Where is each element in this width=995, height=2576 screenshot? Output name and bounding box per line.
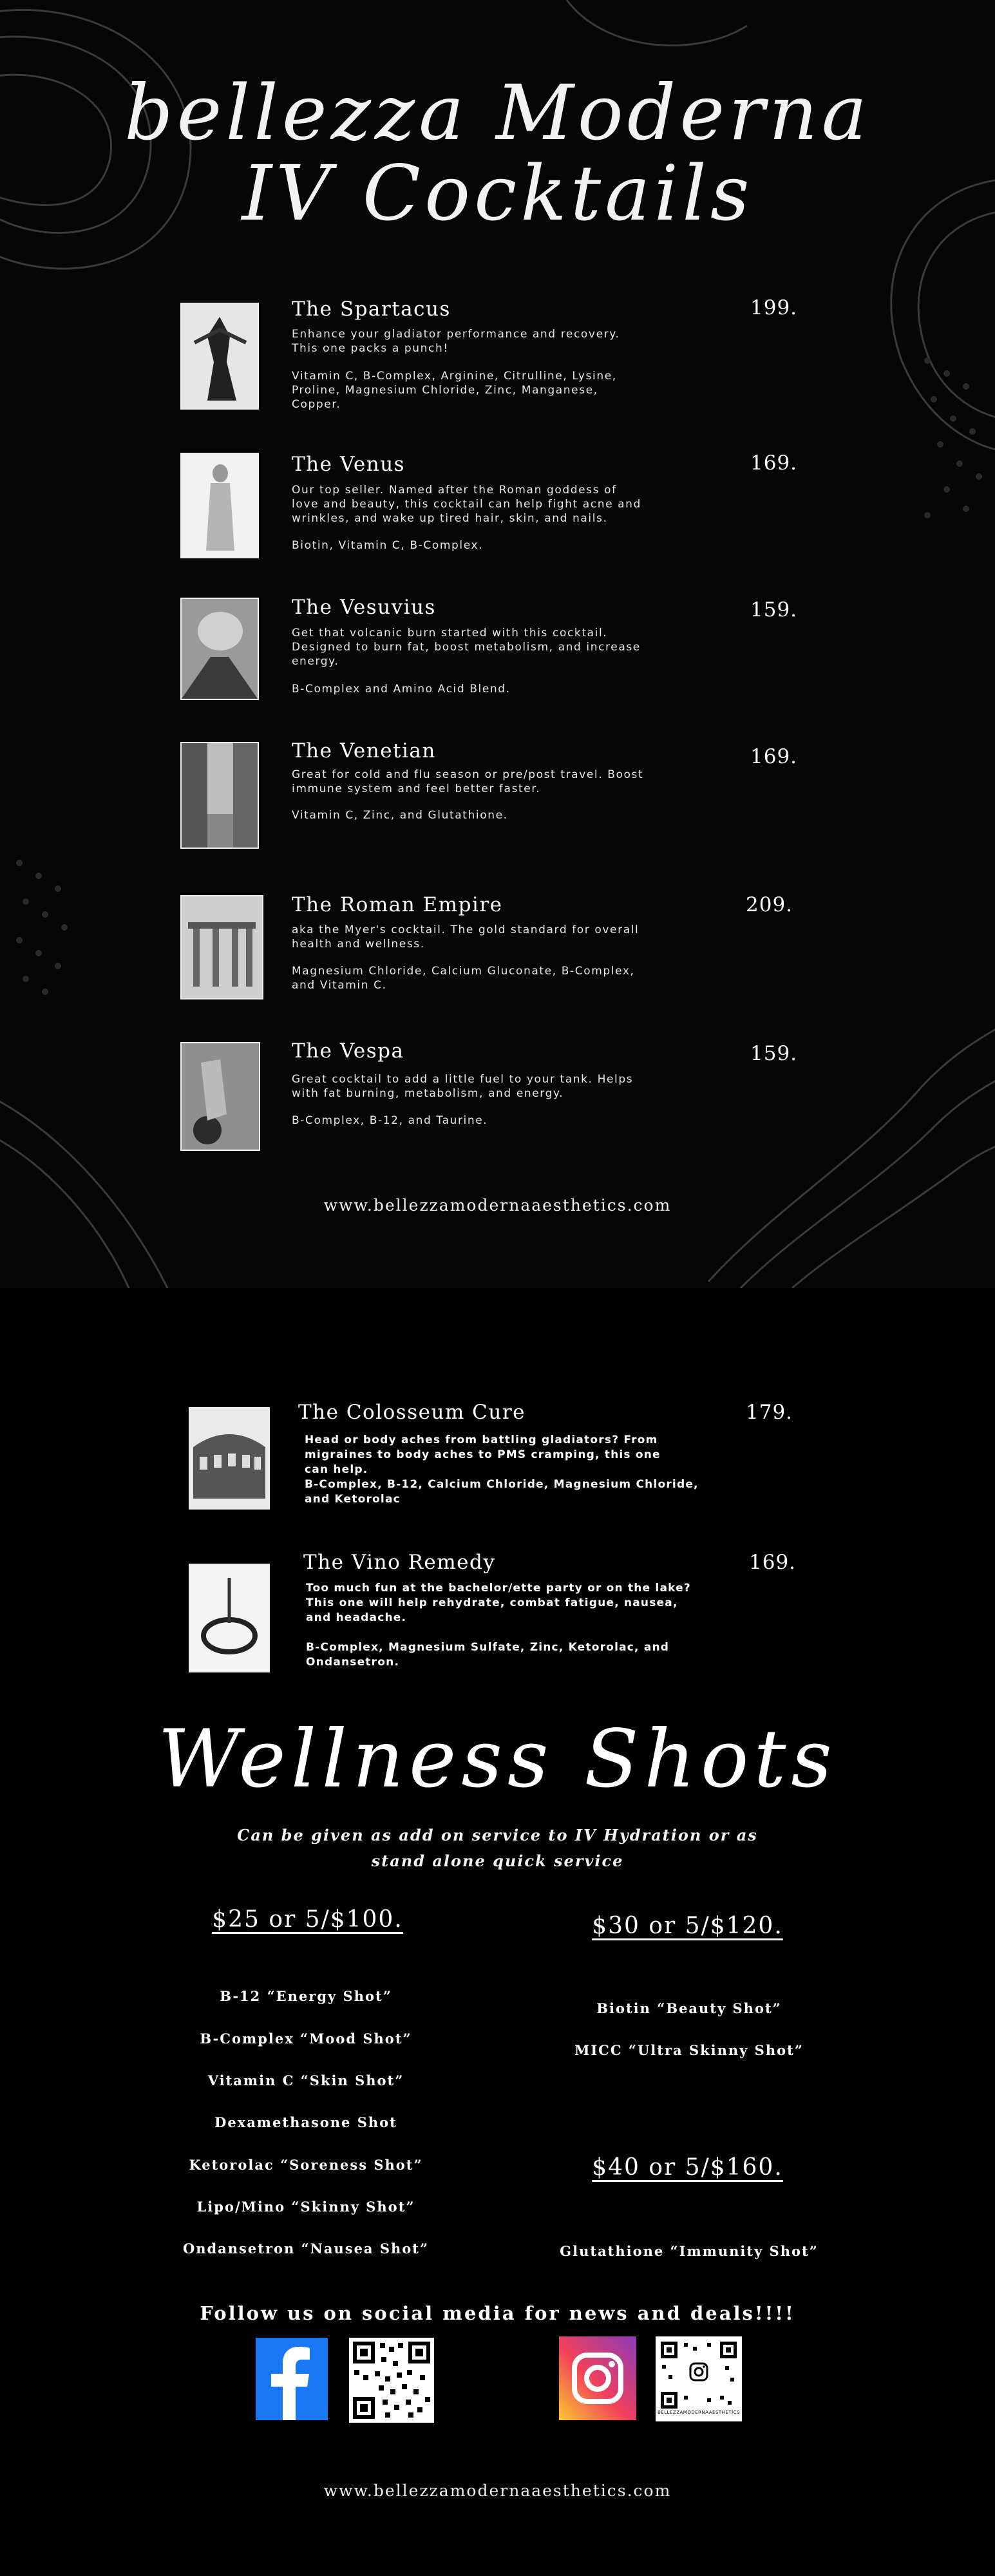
instagram-icon[interactable]: [559, 2336, 636, 2420]
shot-item: Ketorolac “Soreness Shot”: [189, 2157, 423, 2173]
cocktail-description: Get that volcanic burn started with this cocktail. Designed to burn fat, boost metabolism, and increase energy.: [292, 627, 641, 668]
cocktail-price: 199.: [750, 296, 798, 319]
shot-item: MICC “Ultra Skinny Shot”: [574, 2042, 804, 2058]
cocktail-description: aka the Myer's cocktail. The gold standard for overall health and wellness.: [292, 923, 640, 951]
remedy-price: 179.: [746, 1401, 793, 1424]
cocktail-name: The Venus: [292, 453, 406, 476]
roman-forum-photo: [180, 895, 263, 999]
gladiator-statue-photo: [180, 303, 259, 410]
cocktail-name: The Vesuvius: [292, 596, 436, 619]
facebook-icon[interactable]: [256, 2338, 328, 2420]
cocktail-name: The Spartacus: [292, 298, 451, 321]
cocktail-ingredients: B-Complex and Amino Acid Blend.: [292, 683, 511, 696]
remedies-and-shots-panel: [0, 1288, 995, 2576]
cocktail-name: The Vespa: [292, 1039, 404, 1063]
colosseum-photo: [189, 1407, 270, 1510]
tier2-price: $30 or 5/$120.: [592, 1913, 783, 1939]
tier3-price: $40 or 5/$160.: [592, 2154, 783, 2181]
facebook-qr-code[interactable]: [349, 2338, 434, 2423]
cocktail-ingredients: Vitamin C, B-Complex, Arginine, Citrulline, Lysine, Proline, Magnesium Chloride, Zinc, Manganese, Copper.: [292, 370, 617, 411]
cocktail-description: Great cocktail to add a little fuel to your tank. Helps with fat burning, metabolism, and energy.: [292, 1073, 634, 1100]
tier1-price: $25 or 5/$100.: [212, 1906, 403, 1933]
cocktail-ingredients: Magnesium Chloride, Calcium Gluconate, B-Complex, and Vitamin C.: [292, 965, 635, 992]
remedy-name: The Vino Remedy: [303, 1551, 496, 1574]
shot-item: Glutathione “Immunity Shot”: [560, 2243, 819, 2259]
remedy-description: Too much fun at the bachelor/ette party or on the lake? This one will help rehydrate, combat fatigue, nausea, and headache. B-Complex, Magnesium Sulfate, Zinc, Ketorolac, and Ondansetron.: [306, 1582, 691, 1669]
remedy-price: 169.: [749, 1551, 797, 1574]
shot-item: Ondansetron “Nausea Shot”: [182, 2240, 430, 2257]
shot-item: Biotin “Beauty Shot”: [596, 2000, 782, 2016]
cocktail-price: 169.: [750, 745, 798, 768]
cocktail-ingredients: Vitamin C, Zinc, and Glutathione.: [292, 809, 508, 822]
shot-item: B-Complex “Mood Shot”: [200, 2031, 412, 2047]
cocktail-price: 159.: [750, 598, 798, 621]
cocktail-price: 209.: [746, 893, 793, 916]
remedy-description: Head or body aches from battling gladiators? From migraines to body aches to PMS cramping, this one can help. B-Complex, B-12, Calcium Chloride, Magnesium Chloride, and Ketorolac: [305, 1434, 699, 1506]
wellness-shots-title: Wellness Shots: [158, 1713, 837, 1806]
remedy-name: The Colosseum Cure: [298, 1401, 526, 1424]
brand-title: bellezza Moderna: [124, 68, 871, 157]
shot-item: B-12 “Energy Shot”: [220, 1988, 392, 2004]
website-link-footer[interactable]: www.bellezzamodernaaesthetics.com: [323, 2481, 672, 2500]
volcano-photo: [180, 598, 259, 700]
shot-item: Lipo/Mino “Skinny Shot”: [196, 2199, 415, 2215]
cocktail-ingredients: Biotin, Vitamin C, B-Complex.: [292, 539, 484, 552]
cocktail-price: 159.: [750, 1042, 798, 1065]
wellness-subtitle: Can be given as add on service to IV Hydration or as stand alone quick service: [237, 1826, 758, 1870]
shot-item: Vitamin C “Skin Shot”: [207, 2072, 404, 2088]
vespa-scooter-photo: [180, 1042, 260, 1151]
section-title: IV Cocktails: [242, 149, 753, 238]
wine-splash-photo: [189, 1564, 270, 1672]
follow-us-text: Follow us on social media for news and deals!!!!: [200, 2302, 795, 2324]
instagram-qr-code[interactable]: [656, 2336, 742, 2421]
website-link[interactable]: www.bellezzamodernaaesthetics.com: [323, 1196, 672, 1215]
shot-item: Dexamethasone Shot: [214, 2114, 397, 2130]
cocktail-price: 169.: [750, 451, 798, 475]
venus-statue-photo: [180, 453, 259, 558]
instagram-qr-caption: BELLEZZAMODERNAAESTHETICS: [657, 2410, 741, 2415]
cocktail-ingredients: B-Complex, B-12, and Taurine.: [292, 1114, 488, 1127]
cocktail-name: The Venetian: [292, 739, 436, 762]
venice-canal-photo: [180, 742, 259, 849]
cocktail-name: The Roman Empire: [292, 893, 503, 916]
cocktail-description: Our top seller. Named after the Roman goddess of love and beauty, this cocktail can help fight acne and wrinkles, and wake up tired hair, skin, and nails.: [292, 484, 641, 525]
cocktail-description: Great for cold and flu season or pre/post travel. Boost immune system and feel better faster.: [292, 768, 644, 795]
cocktail-description: Enhance your gladiator performance and recovery. This one packs a punch!: [292, 328, 620, 355]
